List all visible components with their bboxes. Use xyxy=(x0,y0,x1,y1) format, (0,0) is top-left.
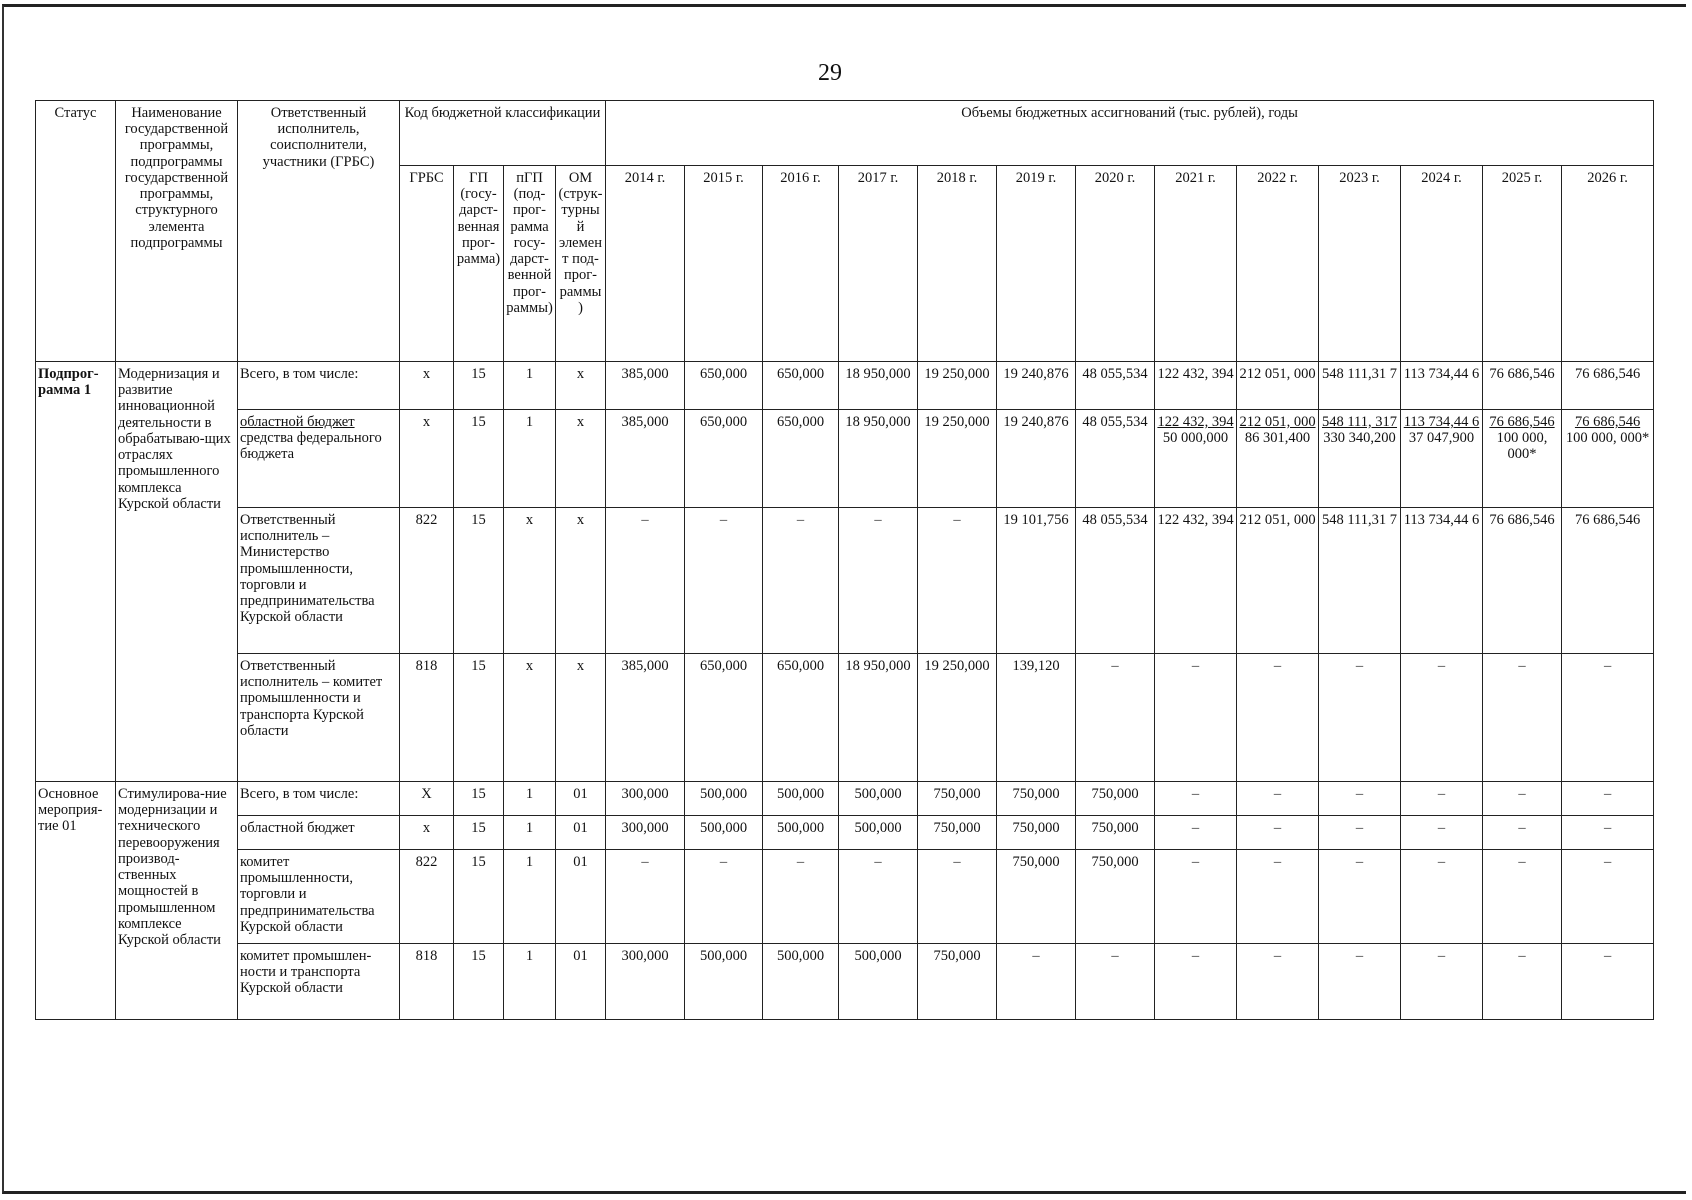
value-cell xyxy=(1562,410,1654,508)
status-cell: Основное мероприя-тие 01 xyxy=(36,782,116,1020)
budget-table-wrapper xyxy=(35,100,1653,1020)
value-cell: 48 055,534 xyxy=(1076,508,1155,654)
value-cell: 122 432, 394 xyxy=(1155,362,1237,410)
value-cell: 650,000 xyxy=(763,410,839,508)
value-cell: 750,000 xyxy=(1076,850,1155,944)
om-cell: 01 xyxy=(556,816,606,850)
value-cell: 650,000 xyxy=(763,362,839,410)
status-cell: Подпрог-рамма 1 xyxy=(36,362,116,782)
responsible-cell: Всего, в том числе: xyxy=(238,362,400,410)
header-om: ОМ (струк-турный элемент под-прог-раммы) xyxy=(556,166,606,362)
gp-cell: 15 xyxy=(454,410,504,508)
pgp-cell: 1 xyxy=(504,816,556,850)
name-cell: Модернизация и развитие инновационной деятельности в обрабатываю-щих отраслях промышленного комплекса Курской области xyxy=(116,362,238,782)
value-cell: 300,000 xyxy=(606,782,685,816)
value-cell: – xyxy=(1562,816,1654,850)
value-cell: 650,000 xyxy=(685,362,763,410)
pgp-cell: 1 xyxy=(504,782,556,816)
value-cell: 500,000 xyxy=(839,782,918,816)
responsible-extra: средства федерального бюджета xyxy=(240,430,382,463)
value-cell: 500,000 xyxy=(685,782,763,816)
value-cell: – xyxy=(918,850,997,944)
responsible-cell: комитет промышлен-ности и транспорта Курской области xyxy=(238,944,400,1020)
gp-cell: 15 xyxy=(454,944,504,1020)
value-cell: 18 950,000 xyxy=(839,654,918,782)
value-cell: – xyxy=(1076,944,1155,1020)
table-row xyxy=(36,410,1654,508)
value-cell: 113 734,44 6 xyxy=(1401,508,1483,654)
value-cell: – xyxy=(685,850,763,944)
value-cell: 500,000 xyxy=(685,816,763,850)
om-cell: х xyxy=(556,410,606,508)
value-extra: 50 000,000 xyxy=(1162,430,1229,447)
header-year: 2022 г. xyxy=(1237,166,1319,362)
value-cell: – xyxy=(1237,816,1319,850)
grbs-cell: 818 xyxy=(400,654,454,782)
header-pgp: пГП (под-прог-рамма госу-дарст-венной прог-раммы) xyxy=(504,166,556,362)
grbs-cell: х xyxy=(400,816,454,850)
value-cell: – xyxy=(1562,944,1654,1020)
header-volume-group: Объемы бюджетных ассигнований (тыс. рублей), годы xyxy=(606,101,1654,166)
table-row xyxy=(36,654,1654,782)
value-cell: 385,000 xyxy=(606,410,685,508)
value-cell: – xyxy=(1562,654,1654,782)
header-year: 2021 г. xyxy=(1155,166,1237,362)
value-cell: 750,000 xyxy=(1076,816,1155,850)
value-cell xyxy=(1483,410,1562,508)
header-year: 2017 г. xyxy=(839,166,918,362)
value-extra: 86 301,400 xyxy=(1244,430,1311,447)
value-cell: – xyxy=(1562,850,1654,944)
header-grbs: ГРБС xyxy=(400,166,454,362)
value-cell: 212 051, 000 xyxy=(1237,362,1319,410)
table-row xyxy=(36,782,1654,816)
value-cell: 212 051, 000 xyxy=(1237,508,1319,654)
value-cell: 76 686,546 xyxy=(1483,508,1562,654)
pgp-cell: х xyxy=(504,508,556,654)
header-code-group: Код бюджетной классификации xyxy=(400,101,606,166)
pgp-cell: 1 xyxy=(504,410,556,508)
header-year: 2018 г. xyxy=(918,166,997,362)
header-year: 2019 г. xyxy=(997,166,1076,362)
value-cell: 650,000 xyxy=(685,654,763,782)
om-cell: 01 xyxy=(556,944,606,1020)
grbs-cell: 822 xyxy=(400,508,454,654)
budget-table xyxy=(35,100,1654,1020)
value-cell: – xyxy=(997,944,1076,1020)
value-main: 76 686,546 xyxy=(1489,414,1555,430)
value-cell: 76 686,546 xyxy=(1562,362,1654,410)
gp-cell: 15 xyxy=(454,850,504,944)
value-cell: 19 101,756 xyxy=(997,508,1076,654)
value-cell: 385,000 xyxy=(606,654,685,782)
gp-cell: 15 xyxy=(454,654,504,782)
grbs-cell: х xyxy=(400,362,454,410)
value-main: 76 686,546 xyxy=(1574,414,1641,430)
om-cell: х xyxy=(556,362,606,410)
value-cell: 650,000 xyxy=(685,410,763,508)
value-cell: – xyxy=(1562,782,1654,816)
value-cell: – xyxy=(1076,654,1155,782)
value-cell: 48 055,534 xyxy=(1076,410,1155,508)
value-cell: – xyxy=(1401,782,1483,816)
value-cell: – xyxy=(1155,944,1237,1020)
om-cell: 01 xyxy=(556,782,606,816)
value-cell: – xyxy=(1401,654,1483,782)
responsible-cell xyxy=(238,410,400,508)
value-cell: 385,000 xyxy=(606,362,685,410)
table-row xyxy=(36,362,1654,410)
header-name: Наименование государственной программы, подпрограммы государственной программы, структурного элемента подпрограммы xyxy=(116,101,238,362)
value-main: 113 734,44 6 xyxy=(1403,414,1480,430)
value-cell: – xyxy=(763,850,839,944)
value-cell xyxy=(1401,410,1483,508)
pgp-cell: х xyxy=(504,654,556,782)
value-cell: – xyxy=(1319,654,1401,782)
value-cell: – xyxy=(1319,816,1401,850)
om-cell: х xyxy=(556,654,606,782)
responsible-cell: Всего, в том числе: xyxy=(238,782,400,816)
value-cell: – xyxy=(1319,782,1401,816)
value-cell: 76 686,546 xyxy=(1562,508,1654,654)
responsible-main: областной бюджет xyxy=(240,414,355,430)
value-cell: 548 111,31 7 xyxy=(1319,508,1401,654)
value-cell: 500,000 xyxy=(763,816,839,850)
header-row-1 xyxy=(36,101,1654,166)
value-cell: – xyxy=(1401,850,1483,944)
value-cell: 19 240,876 xyxy=(997,362,1076,410)
value-cell: – xyxy=(1237,782,1319,816)
value-cell: 18 950,000 xyxy=(839,410,918,508)
value-cell xyxy=(1237,410,1319,508)
responsible-cell: Ответственный исполнитель – Министерство промышленности, торговли и предпринимательства Курской области xyxy=(238,508,400,654)
grbs-cell: Х xyxy=(400,782,454,816)
value-cell: – xyxy=(1483,850,1562,944)
value-cell: – xyxy=(1155,850,1237,944)
value-cell xyxy=(1319,410,1401,508)
pgp-cell: 1 xyxy=(504,944,556,1020)
header-status: Статус xyxy=(36,101,116,362)
value-cell: 19 250,000 xyxy=(918,362,997,410)
value-cell: 750,000 xyxy=(918,782,997,816)
value-cell: – xyxy=(1155,816,1237,850)
value-cell: 750,000 xyxy=(997,782,1076,816)
value-cell: 750,000 xyxy=(1076,782,1155,816)
header-year: 2020 г. xyxy=(1076,166,1155,362)
value-cell: 122 432, 394 xyxy=(1155,508,1237,654)
value-cell: – xyxy=(1237,654,1319,782)
table-row xyxy=(36,944,1654,1020)
table-row xyxy=(36,816,1654,850)
value-extra: 330 340,200 xyxy=(1323,430,1396,447)
gp-cell: 15 xyxy=(454,782,504,816)
value-cell: – xyxy=(839,508,918,654)
value-cell: 750,000 xyxy=(997,816,1076,850)
header-year: 2015 г. xyxy=(685,166,763,362)
value-cell: – xyxy=(1319,850,1401,944)
value-cell: – xyxy=(606,850,685,944)
value-cell: – xyxy=(839,850,918,944)
responsible-cell: областной бюджет xyxy=(238,816,400,850)
header-responsible: Ответственный исполнитель, соисполнители, участники (ГРБС) xyxy=(238,101,400,362)
value-cell: 500,000 xyxy=(763,782,839,816)
value-cell: 300,000 xyxy=(606,816,685,850)
header-gp: ГП (госу-дарст-венная прог-рамма) xyxy=(454,166,504,362)
responsible-cell: Ответственный исполнитель – комитет промышленности и транспорта Курской области xyxy=(238,654,400,782)
value-cell: – xyxy=(606,508,685,654)
om-cell: 01 xyxy=(556,850,606,944)
value-cell xyxy=(1155,410,1237,508)
value-cell: 300,000 xyxy=(606,944,685,1020)
value-cell: – xyxy=(763,508,839,654)
gp-cell: 15 xyxy=(454,362,504,410)
value-cell: 750,000 xyxy=(918,944,997,1020)
value-cell: – xyxy=(1483,816,1562,850)
value-cell: – xyxy=(1483,654,1562,782)
value-cell: 19 250,000 xyxy=(918,654,997,782)
header-year: 2014 г. xyxy=(606,166,685,362)
header-year: 2023 г. xyxy=(1319,166,1401,362)
value-cell: 750,000 xyxy=(997,850,1076,944)
value-cell: 18 950,000 xyxy=(839,362,918,410)
value-extra: 100 000, 000* xyxy=(1496,430,1548,463)
value-extra: 100 000, 000* xyxy=(1565,430,1650,447)
value-cell: – xyxy=(1155,782,1237,816)
value-main: 122 432, 394 xyxy=(1157,414,1234,430)
grbs-cell: х xyxy=(400,410,454,508)
value-cell: 750,000 xyxy=(918,816,997,850)
value-cell: 48 055,534 xyxy=(1076,362,1155,410)
value-cell: – xyxy=(685,508,763,654)
value-main: 212 051, 000 xyxy=(1239,414,1316,430)
pgp-cell: 1 xyxy=(504,850,556,944)
table-row xyxy=(36,850,1654,944)
responsible-cell: комитет промышленности, торговли и предпринимательства Курской области xyxy=(238,850,400,944)
grbs-cell: 818 xyxy=(400,944,454,1020)
value-cell: 500,000 xyxy=(839,816,918,850)
value-cell: – xyxy=(1319,944,1401,1020)
value-cell: – xyxy=(1237,850,1319,944)
value-cell: – xyxy=(1155,654,1237,782)
gp-cell: 15 xyxy=(454,508,504,654)
table-row xyxy=(36,508,1654,654)
pgp-cell: 1 xyxy=(504,362,556,410)
value-cell: 500,000 xyxy=(685,944,763,1020)
value-cell: 548 111,31 7 xyxy=(1319,362,1401,410)
value-cell: – xyxy=(1401,816,1483,850)
page-number: 29 xyxy=(818,60,842,86)
gp-cell: 15 xyxy=(454,816,504,850)
value-cell: 19 250,000 xyxy=(918,410,997,508)
value-cell: – xyxy=(1483,944,1562,1020)
value-cell: – xyxy=(1237,944,1319,1020)
value-cell: – xyxy=(1401,944,1483,1020)
value-cell: 500,000 xyxy=(763,944,839,1020)
header-year: 2016 г. xyxy=(763,166,839,362)
value-cell: – xyxy=(1483,782,1562,816)
header-year: 2026 г. xyxy=(1562,166,1654,362)
value-cell: 650,000 xyxy=(763,654,839,782)
header-year: 2024 г. xyxy=(1401,166,1483,362)
om-cell: х xyxy=(556,508,606,654)
name-cell: Стимулирова-ние модернизации и технического перевооружения производ-ственных мощностей в промышленном комплексе Курской области xyxy=(116,782,238,1020)
value-cell: 139,120 xyxy=(997,654,1076,782)
value-cell: 19 240,876 xyxy=(997,410,1076,508)
value-cell: 76 686,546 xyxy=(1483,362,1562,410)
header-year: 2025 г. xyxy=(1483,166,1562,362)
value-cell: 113 734,44 6 xyxy=(1401,362,1483,410)
grbs-cell: 822 xyxy=(400,850,454,944)
value-extra: 37 047,900 xyxy=(1408,430,1475,447)
value-cell: – xyxy=(918,508,997,654)
value-main: 548 111, 317 xyxy=(1321,414,1398,430)
value-cell: 500,000 xyxy=(839,944,918,1020)
